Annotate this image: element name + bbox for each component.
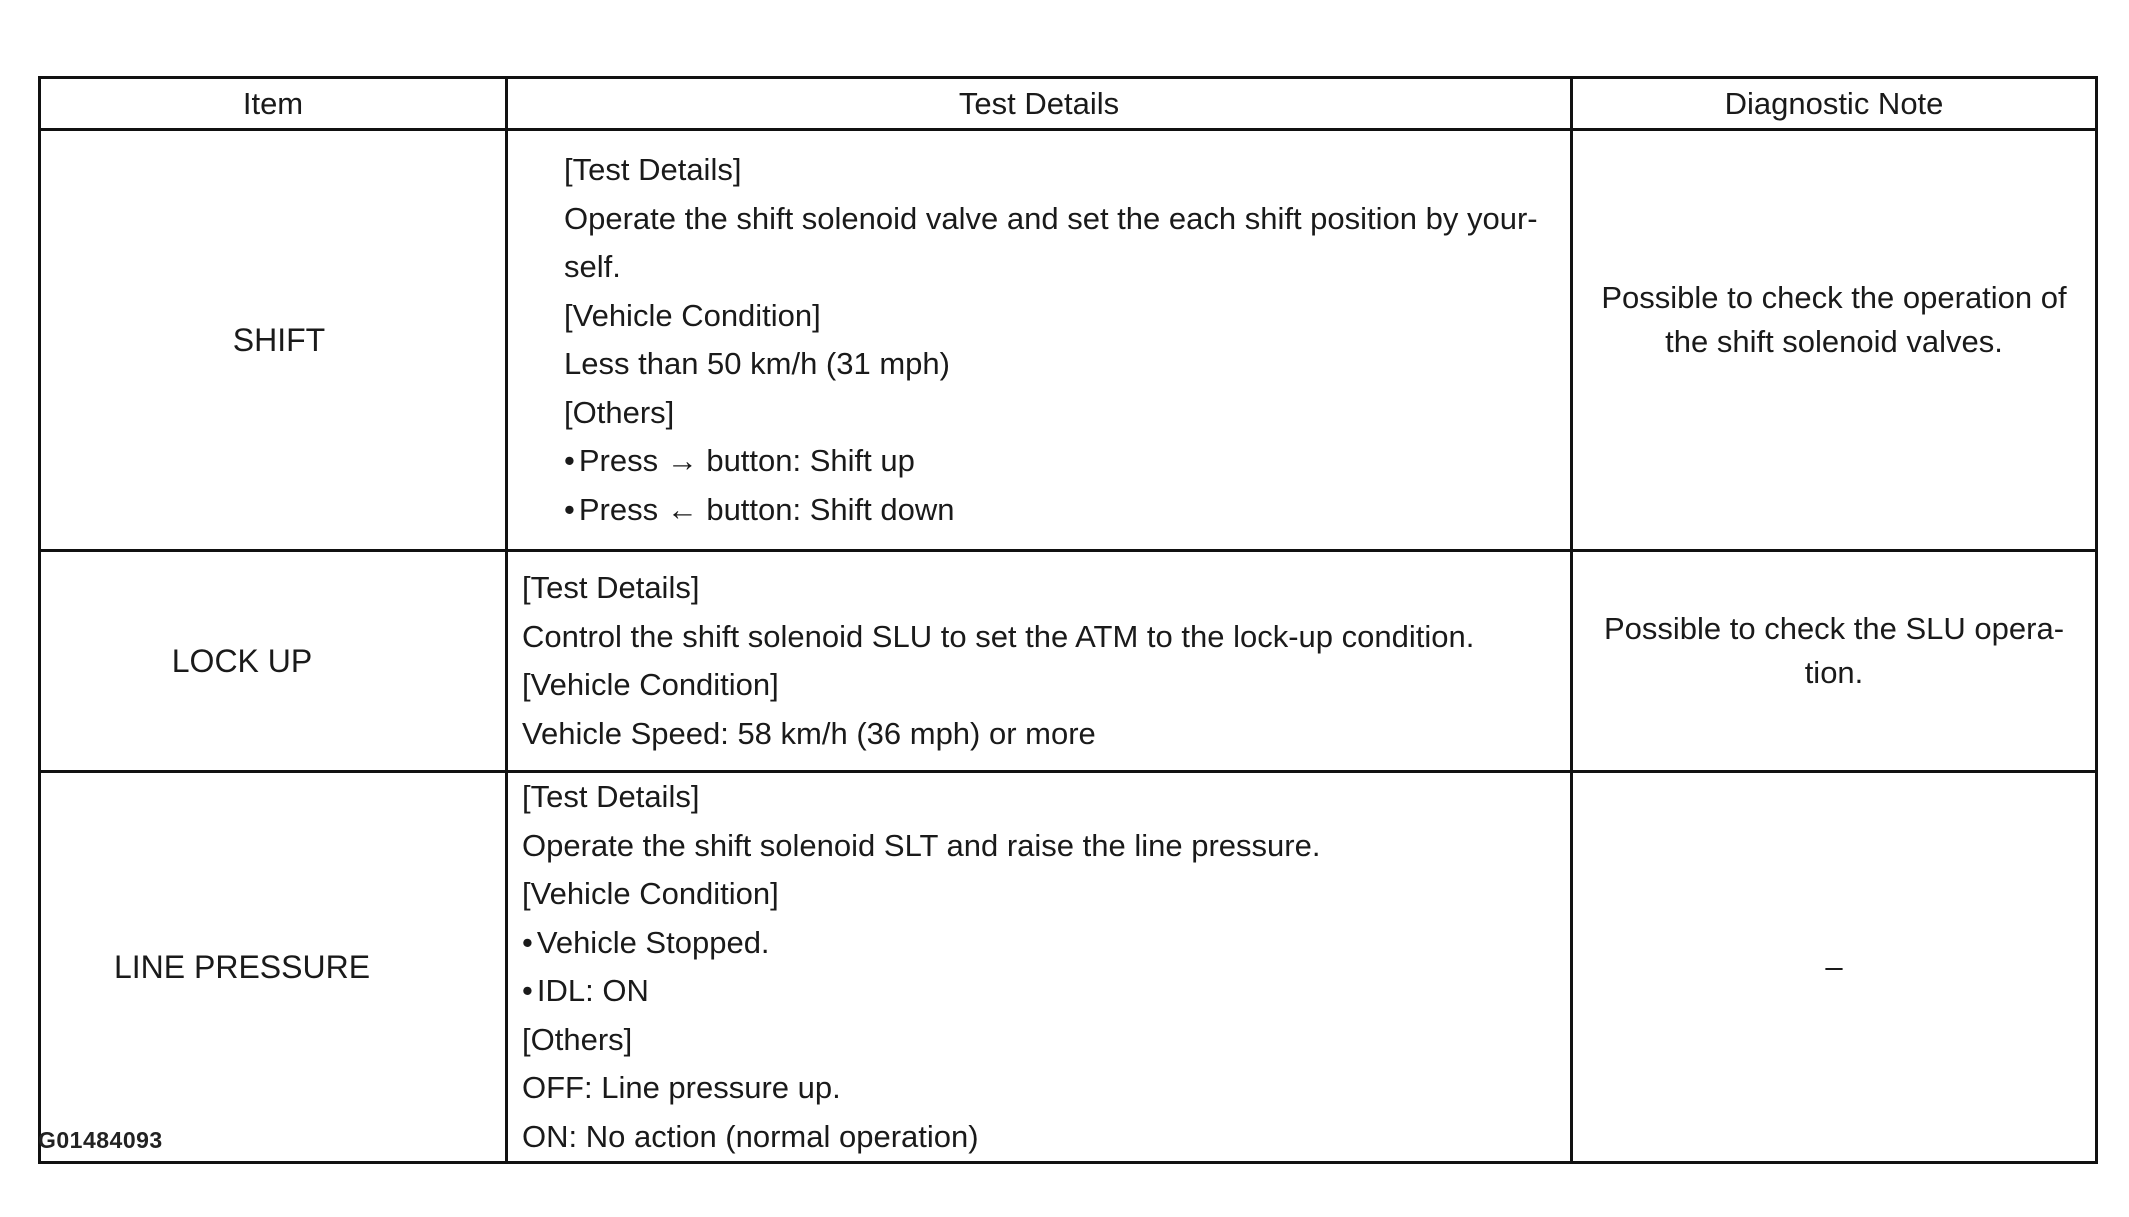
details-line: [Vehicle Condition]: [522, 876, 779, 911]
details-line: Operate the shift solenoid SLT and raise the line pressure.: [522, 827, 1321, 863]
diagnostic-table-container: [38, 76, 2095, 1164]
diagnostic-note-cell: [1572, 772, 2097, 1163]
details-line: [Others]: [522, 1021, 633, 1057]
details-line: [Vehicle Condition]: [564, 297, 821, 333]
item-cell: [40, 772, 507, 1163]
details-line: [Test Details]: [522, 779, 700, 814]
details-line: Operate the shift solenoid valve and set the each shift position by your-: [564, 200, 1538, 236]
test-details-cell: [507, 551, 1572, 772]
diagnostic-note-cell: [1572, 551, 2097, 772]
note-dash: –: [1825, 949, 1843, 984]
item-label-line-pressure: LINE PRESSURE: [113, 948, 371, 985]
details-line: self.: [564, 249, 621, 284]
note-line: Possible to check the SLU opera-: [1603, 611, 2065, 646]
details-line: ON: No action (normal operation): [522, 1118, 979, 1154]
test-details-cell: [507, 130, 1572, 551]
diagnostic-note-cell: [1572, 130, 2097, 551]
test-details-text: [508, 773, 1570, 1161]
details-line: Control the shift solenoid SLU to set the ATM to the lock-up condition.: [522, 618, 1475, 654]
details-bullet-line: • Press ← button: Shift down: [564, 486, 1570, 535]
details-line: Less than 50 km/h (31 mph): [564, 346, 950, 381]
test-details-cell: [507, 772, 1572, 1163]
header-item: Item: [40, 78, 507, 130]
active-test-table: [38, 76, 2098, 1164]
details-line: [Test Details]: [564, 152, 742, 187]
details-line: [Vehicle Condition]: [522, 667, 779, 702]
table-row: [40, 551, 2097, 772]
details-bullet-line: • Press → button: Shift up: [564, 437, 1570, 486]
item-label-shift: SHIFT: [232, 321, 326, 358]
details-bullet-line: • Vehicle Stopped.: [522, 919, 1570, 968]
details-line: OFF: Line pressure up.: [522, 1070, 841, 1105]
test-details-text: [508, 564, 1570, 758]
table-row: [40, 130, 2097, 551]
header-test-details: Test Details: [507, 78, 1572, 130]
item-cell: [40, 130, 507, 551]
details-line: [Test Details]: [522, 570, 700, 605]
note-line: tion.: [1804, 655, 1864, 690]
item-cell: [40, 551, 507, 772]
figure-id-label: G01484093: [38, 1127, 163, 1153]
table-header-row: [40, 78, 2097, 130]
header-diagnostic-note: Diagnostic Note: [1572, 78, 2097, 130]
details-line: Vehicle Speed: 58 km/h (36 mph) or more: [522, 715, 1096, 751]
note-line: the shift solenoid valves.: [1665, 324, 2003, 359]
note-line: Possible to check the operation of: [1601, 280, 2067, 315]
details-bullet-line: • IDL: ON: [522, 967, 1570, 1016]
table-row: [40, 772, 2097, 1163]
item-label-lock-up: LOCK UP: [171, 642, 313, 679]
test-details-text: [508, 146, 1570, 534]
details-line: [Others]: [564, 394, 675, 430]
